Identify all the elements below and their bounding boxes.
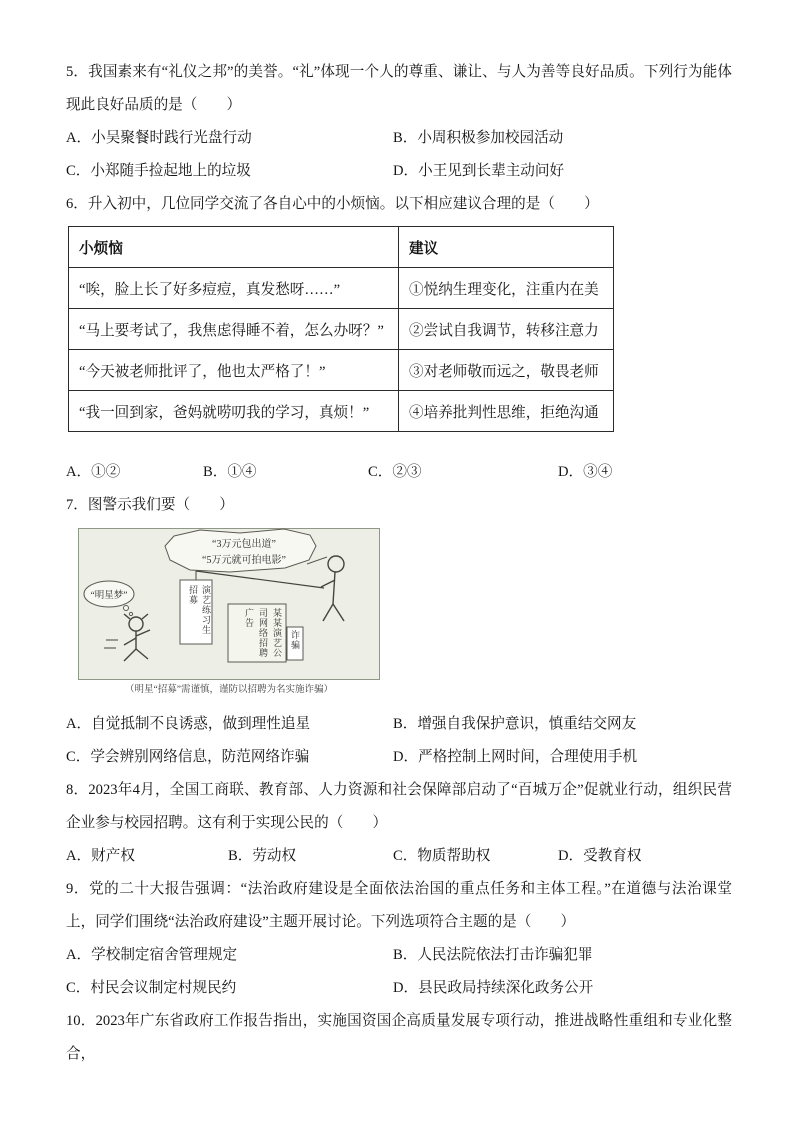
worry-cell: “马上要考试了，我焦虑得睡不着，怎么办呀？” <box>69 309 399 350</box>
cartoon-dream-label: “明星梦” <box>90 591 128 601</box>
table-row <box>69 391 614 432</box>
scam-cartoon-image <box>78 528 380 680</box>
option-c: C．小郑随手捡起地上的垃圾 <box>66 163 251 179</box>
table-header-row <box>69 227 614 268</box>
question-9-text: 9．党的二十大报告强调：“法治政府建设是全面依法治国的重点任务和主体工程。”在道德与法治课堂上，同学们围绕“法治政府建设”主题开展讨论。下列选项符合主题的是（ ） <box>66 881 732 930</box>
option-d: D．小王见到长辈主动问好 <box>393 163 565 179</box>
question-10-text: 10．2023年广东省政府工作报告指出，实施国资国企高质量发展专项行动，推进战略性重组和专业化整合， <box>66 1013 732 1062</box>
table-header-advice: 建议 <box>399 227 614 268</box>
cartoon-caption: （明星“招募”需谨慎，谨防以招聘为名实施诈骗） <box>125 685 333 695</box>
question-8-text: 8．2023年4月，全国工商联、教育部、人力资源和社会保障部启动了“百城万企”促就业行动，组织民营企业参与校园招聘。这有利于实现公民的（ ） <box>66 782 732 831</box>
option-b: B．小周积极参加校园活动 <box>393 130 564 146</box>
scam-cartoon-figure <box>78 528 380 698</box>
question-6-options <box>66 456 732 489</box>
question-7 <box>66 489 732 774</box>
advice-cell: ①悦纳生理变化，注重内在美 <box>399 268 614 309</box>
option-d: D．受教育权 <box>558 848 642 864</box>
option-a: A．小吴聚餐时践行光盘行动 <box>66 130 252 146</box>
worry-cell: “今天被老师批评了，他也太严格了！” <box>69 350 399 391</box>
question-8-options <box>66 840 732 873</box>
question-6-text: 6．升入初中，几位同学交流了各自心中的小烦恼。以下相应建议合理的是（ ） <box>66 196 599 212</box>
option-c: C．物质帮助权 <box>393 848 491 864</box>
cartoon-bubble-text-1: “3万元包出道” <box>212 539 276 550</box>
option-d: D．县民政局持续深化政务公开 <box>393 980 594 996</box>
worry-cell: “唉，脸上长了好多痘痘，真发愁呀……” <box>69 268 399 309</box>
option-b: B．①④ <box>203 464 257 480</box>
worries-table <box>68 226 614 432</box>
question-6 <box>66 188 732 489</box>
question-5 <box>66 56 732 188</box>
question-7-options <box>66 708 732 774</box>
option-c: C．村民会议制定村规民约 <box>66 980 237 996</box>
option-a: A．自觉抵制不良诱惑，做到理性追星 <box>66 716 311 732</box>
table-row <box>69 350 614 391</box>
option-a: A．学校制定宿舍管理规定 <box>66 947 238 963</box>
worry-cell: “我一回到家，爸妈就唠叨我的学习，真烦！” <box>69 391 399 432</box>
option-a: A．财产权 <box>66 848 135 864</box>
option-c: C．②③ <box>368 464 422 480</box>
option-d: D．③④ <box>558 464 613 480</box>
option-b: B．人民法院依法打击诈骗犯罪 <box>393 947 593 963</box>
option-c: C．学会辨别网络信息，防范网络诈骗 <box>66 749 310 765</box>
question-5-text: 5．我国素来有“礼仪之邦”的美誉。“礼”体现一个人的尊重、谦让、与人为善等良好品质。下列行为能体现此良好品质的是（ ） <box>66 64 732 113</box>
cartoon-fraud-label: 诈骗 <box>290 630 300 650</box>
question-5-options <box>66 122 732 188</box>
table-row <box>69 309 614 350</box>
question-9-options <box>66 939 732 1005</box>
table-header-worry: 小烦恼 <box>69 227 399 268</box>
table-row <box>69 268 614 309</box>
option-b: B．增强自我保护意识，慎重结交网友 <box>393 716 637 732</box>
cartoon-bubble-text-2: “5万元就可拍电影” <box>202 555 286 566</box>
question-10 <box>66 1005 732 1071</box>
question-7-text: 7．图警示我们要（ ） <box>66 497 234 513</box>
cartoon-flyer-label: 演艺练习生招募 <box>188 585 211 635</box>
question-8 <box>66 774 732 873</box>
cartoon-advert-label: 某某演艺公司网络招聘广告 <box>244 608 282 658</box>
advice-cell: ③对老师敬而远之，敬畏老师 <box>399 350 614 391</box>
option-d: D．严格控制上网时间，合理使用手机 <box>393 749 638 765</box>
question-9 <box>66 873 732 1005</box>
option-a: A．①② <box>66 464 121 480</box>
advice-cell: ④培养批判性思维，拒绝沟通 <box>399 391 614 432</box>
advice-cell: ②尝试自我调节，转移注意力 <box>399 309 614 350</box>
option-b: B．劳动权 <box>228 848 297 864</box>
